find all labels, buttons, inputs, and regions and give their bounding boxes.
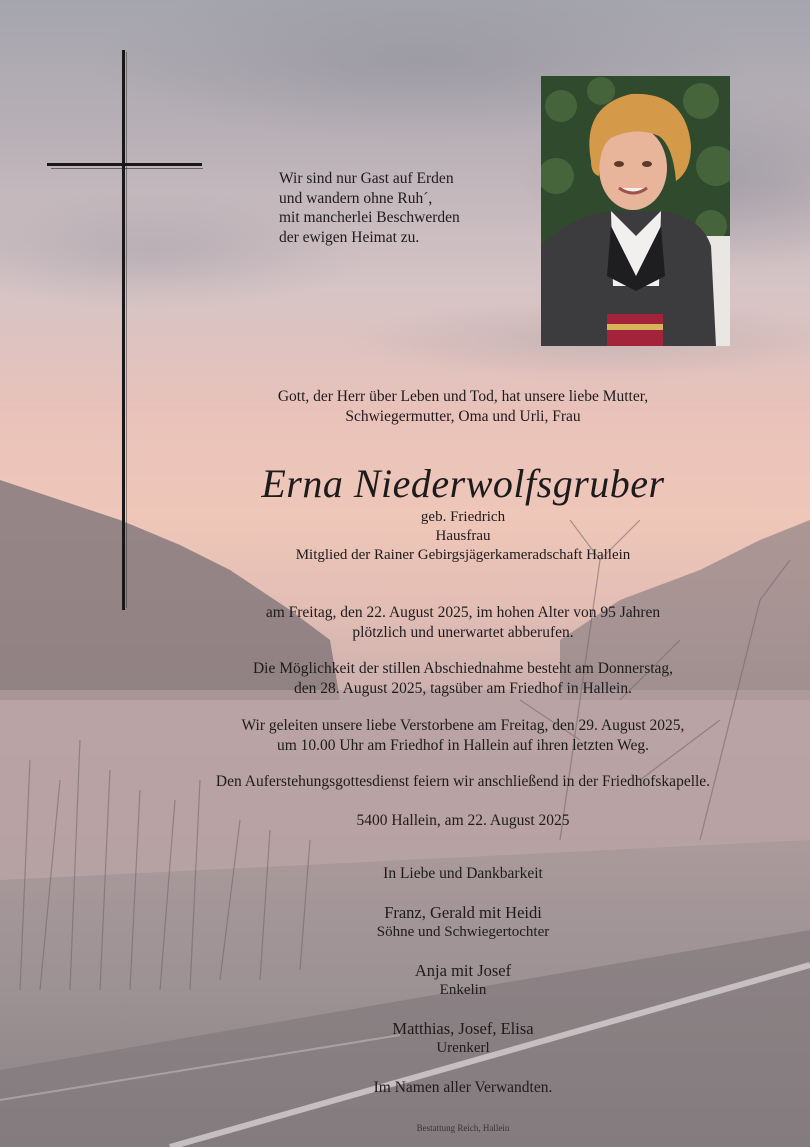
memorial-poem bbox=[279, 169, 519, 247]
cross-horizontal-shadow bbox=[51, 168, 203, 169]
funeral-info bbox=[140, 716, 786, 755]
mourner-names: Anja mit Josef bbox=[414, 961, 512, 980]
cross-vertical-shadow bbox=[126, 52, 127, 608]
viewing-info bbox=[140, 659, 786, 698]
viewing-line: den 28. August 2025, tagsüber am Friedhof in Hallein. bbox=[294, 679, 632, 697]
cross-vertical-beam bbox=[122, 50, 125, 610]
cross-horizontal-beam bbox=[47, 163, 202, 166]
footer bbox=[140, 1122, 786, 1134]
poem-line: und wandern ohne Ruh´, bbox=[279, 189, 433, 207]
mourner-names: Franz, Gerald mit Heidi bbox=[384, 903, 542, 922]
mourner-relation: Urenkerl bbox=[436, 1039, 490, 1056]
place-date-line: 5400 Hallein, am 22. August 2025 bbox=[356, 812, 570, 829]
poem-line: der ewigen Heimat zu. bbox=[279, 228, 420, 246]
closing bbox=[140, 864, 786, 884]
relatives-line: Im Namen aller Verwandten. bbox=[373, 1079, 553, 1096]
mourner-group bbox=[140, 1019, 786, 1058]
death-notice bbox=[140, 603, 786, 642]
membership: Mitglied der Rainer Gebirgsjägerkameradschaft Hallein bbox=[295, 547, 631, 563]
funeral-home-credit: Bestattung Reich, Hallein bbox=[416, 1123, 510, 1133]
funeral-line: um 10.00 Uhr am Friedhof in Hallein auf ihren letzten Weg. bbox=[276, 736, 650, 754]
death-notice-line: plötzlich und unerwartet abberufen. bbox=[352, 623, 574, 641]
funeral-line: Wir geleiten unsere liebe Verstorbene am Freitag, den 29. August 2025, bbox=[241, 717, 685, 734]
mourner-names: Matthias, Josef, Elisa bbox=[392, 1019, 534, 1038]
death-notice-line: am Freitag, den 22. August 2025, im hohen Alter von 95 Jahren bbox=[265, 604, 661, 621]
deceased-block bbox=[140, 461, 786, 565]
mourner-group bbox=[140, 903, 786, 942]
portrait-photo-drawing bbox=[541, 76, 730, 346]
mass-info bbox=[140, 772, 786, 792]
closing-line: In Liebe und Dankbarkeit bbox=[383, 865, 543, 882]
poem-line: mit mancherlei Beschwerden bbox=[279, 209, 460, 226]
relatives-note bbox=[140, 1078, 786, 1098]
mourner-relation: Enkelin bbox=[439, 981, 487, 998]
mourner-group bbox=[140, 961, 786, 1000]
portrait-photo bbox=[541, 76, 730, 346]
poem-line: Wir sind nur Gast auf Erden bbox=[279, 170, 454, 187]
deceased-name: Erna Niederwolfsgruber bbox=[261, 461, 665, 506]
viewing-line: Die Möglichkeit der stillen Abschiednahme besteht am Donnerstag, bbox=[252, 660, 674, 677]
intro-line: Schwiegermutter, Oma und Urli, Frau bbox=[345, 407, 581, 425]
maiden-name: geb. Friedrich bbox=[420, 509, 506, 525]
announcement-intro bbox=[140, 387, 786, 426]
intro-line: Gott, der Herr über Leben und Tod, hat unsere liebe Mutter, bbox=[277, 388, 649, 405]
place-date bbox=[140, 811, 786, 831]
occupation: Hausfrau bbox=[435, 528, 491, 544]
mass-line: Den Auferstehungsgottesdienst feiern wir anschließend in der Friedhofskapelle. bbox=[215, 773, 711, 790]
mourner-relation: Söhne und Schwiegertochter bbox=[376, 923, 550, 940]
